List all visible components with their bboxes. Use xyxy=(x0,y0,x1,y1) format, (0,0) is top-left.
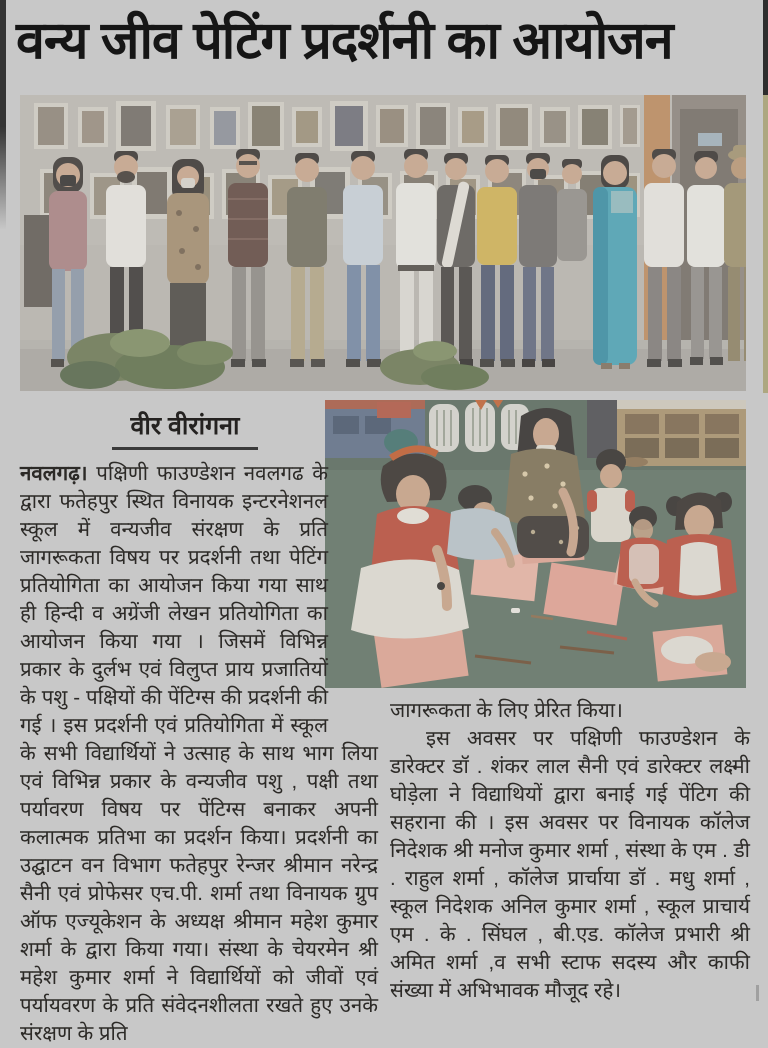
dateline: नवलगढ़। xyxy=(20,462,88,485)
scan-edge-right-dark xyxy=(763,0,768,95)
left-column xyxy=(20,408,378,1048)
group-photo-illustration xyxy=(20,95,746,391)
photo-wrap-spacer xyxy=(328,460,378,716)
subheading-row xyxy=(20,408,350,450)
right-column xyxy=(390,697,750,1005)
scan-edge-mark xyxy=(756,985,759,1001)
children-photo-illustration xyxy=(325,400,746,688)
article-headline: वन्य जीव पेटिंग प्रदर्शनी का आयोजन xyxy=(16,12,673,70)
lead-paragraph xyxy=(20,460,378,1048)
children-photo xyxy=(325,400,746,688)
article-subheading: वीर वीरांगना xyxy=(112,408,257,450)
scan-edge-left xyxy=(0,0,6,230)
scan-edge-right-olive xyxy=(763,95,768,393)
continuation-line: जागरूकता के लिए प्रेरित किया। xyxy=(390,699,623,722)
lead-paragraph-wrap xyxy=(20,460,378,1048)
lead-paragraph-text: पक्षिणी फाउण्डेशन नवलगढ के द्वारा फतेहपुर स्थित विनायक इन्टरनेशनल स्कूल में वन्यजीव संरक्षण के प्रति जागरूकता विषय पर प्रदर्शनी तथा पेटिंग प्रतियोगिता का आयोजन किया गया साथ ही हिन्दी व अग्रेंजी लेखन प्रतियोगिता का आयोजन किया गया । जिसमें विभिन्न प्रकार के दुर्लभ एवं विलुप्त प्राय प्रजातियों के पशु - पक्षियों की पेंटिग्स की प्रदर्शनी की गई । इस प्रदर्शनी एवं प्रतियोगिता में स्कूल के सभी विद्यार्थियों ने उत्साह के साथ भाग लिया एवं विभिन्न प्रकार के वन्यजीव पशु , पक्षी तथा पर्यावरण विषय पर पेंटिग्स बनाकर अपनी कलात्मक प्रतिभा का प्रदर्शन किया। प्रदर्शनी का उद्घाटन वन विभाग फतेहपुर रेन्जर श्रीमान नरेन्द्र सैनी एवं प्रोफेसर एच.पी. शर्मा तथा विनायक ग्रुप ऑफ एज्यूकेशन के अध्यक्ष श्रीमान महेश कुमार शर्मा के द्वारा किया गया। संस्था के चेयरमेन श्री महेश कुमार शर्मा ने विद्यार्थियों को जीवों एवं पर्यायवरण के प्रति संवेदनशीलता रखते हुए उनके संरक्षण के प्रति xyxy=(20,462,378,1045)
group-photo xyxy=(20,95,746,391)
closing-paragraph: इस अवसर पर पक्षिणी फाउण्डेशन के डारेक्टर डॉ . शंकर लाल सैनी एवं डारेक्टर लक्ष्मी घोड़ेला ने विद्याथियों द्वारा बनाई गई पेंटिग की सहराना की । इस अवसर पर विनायक कॉलेज निदेशक श्री मनोज कुमार शर्मा , संस्था के एम . डी . राहुल शर्मा , कॉलेज प्रार्चाया डॉ . मधु शर्मा , स्कूल निदेशक अनिल कुमार शर्मा , स्कूल प्राचार्य एम . के . सिंघल , बी.एड. कॉलेज प्रभारी श्री अमित शर्मा ,व सभी स्टाफ सदस्य और काफी संख्या में अभिभावक मौजूद रहे। xyxy=(390,727,750,1002)
